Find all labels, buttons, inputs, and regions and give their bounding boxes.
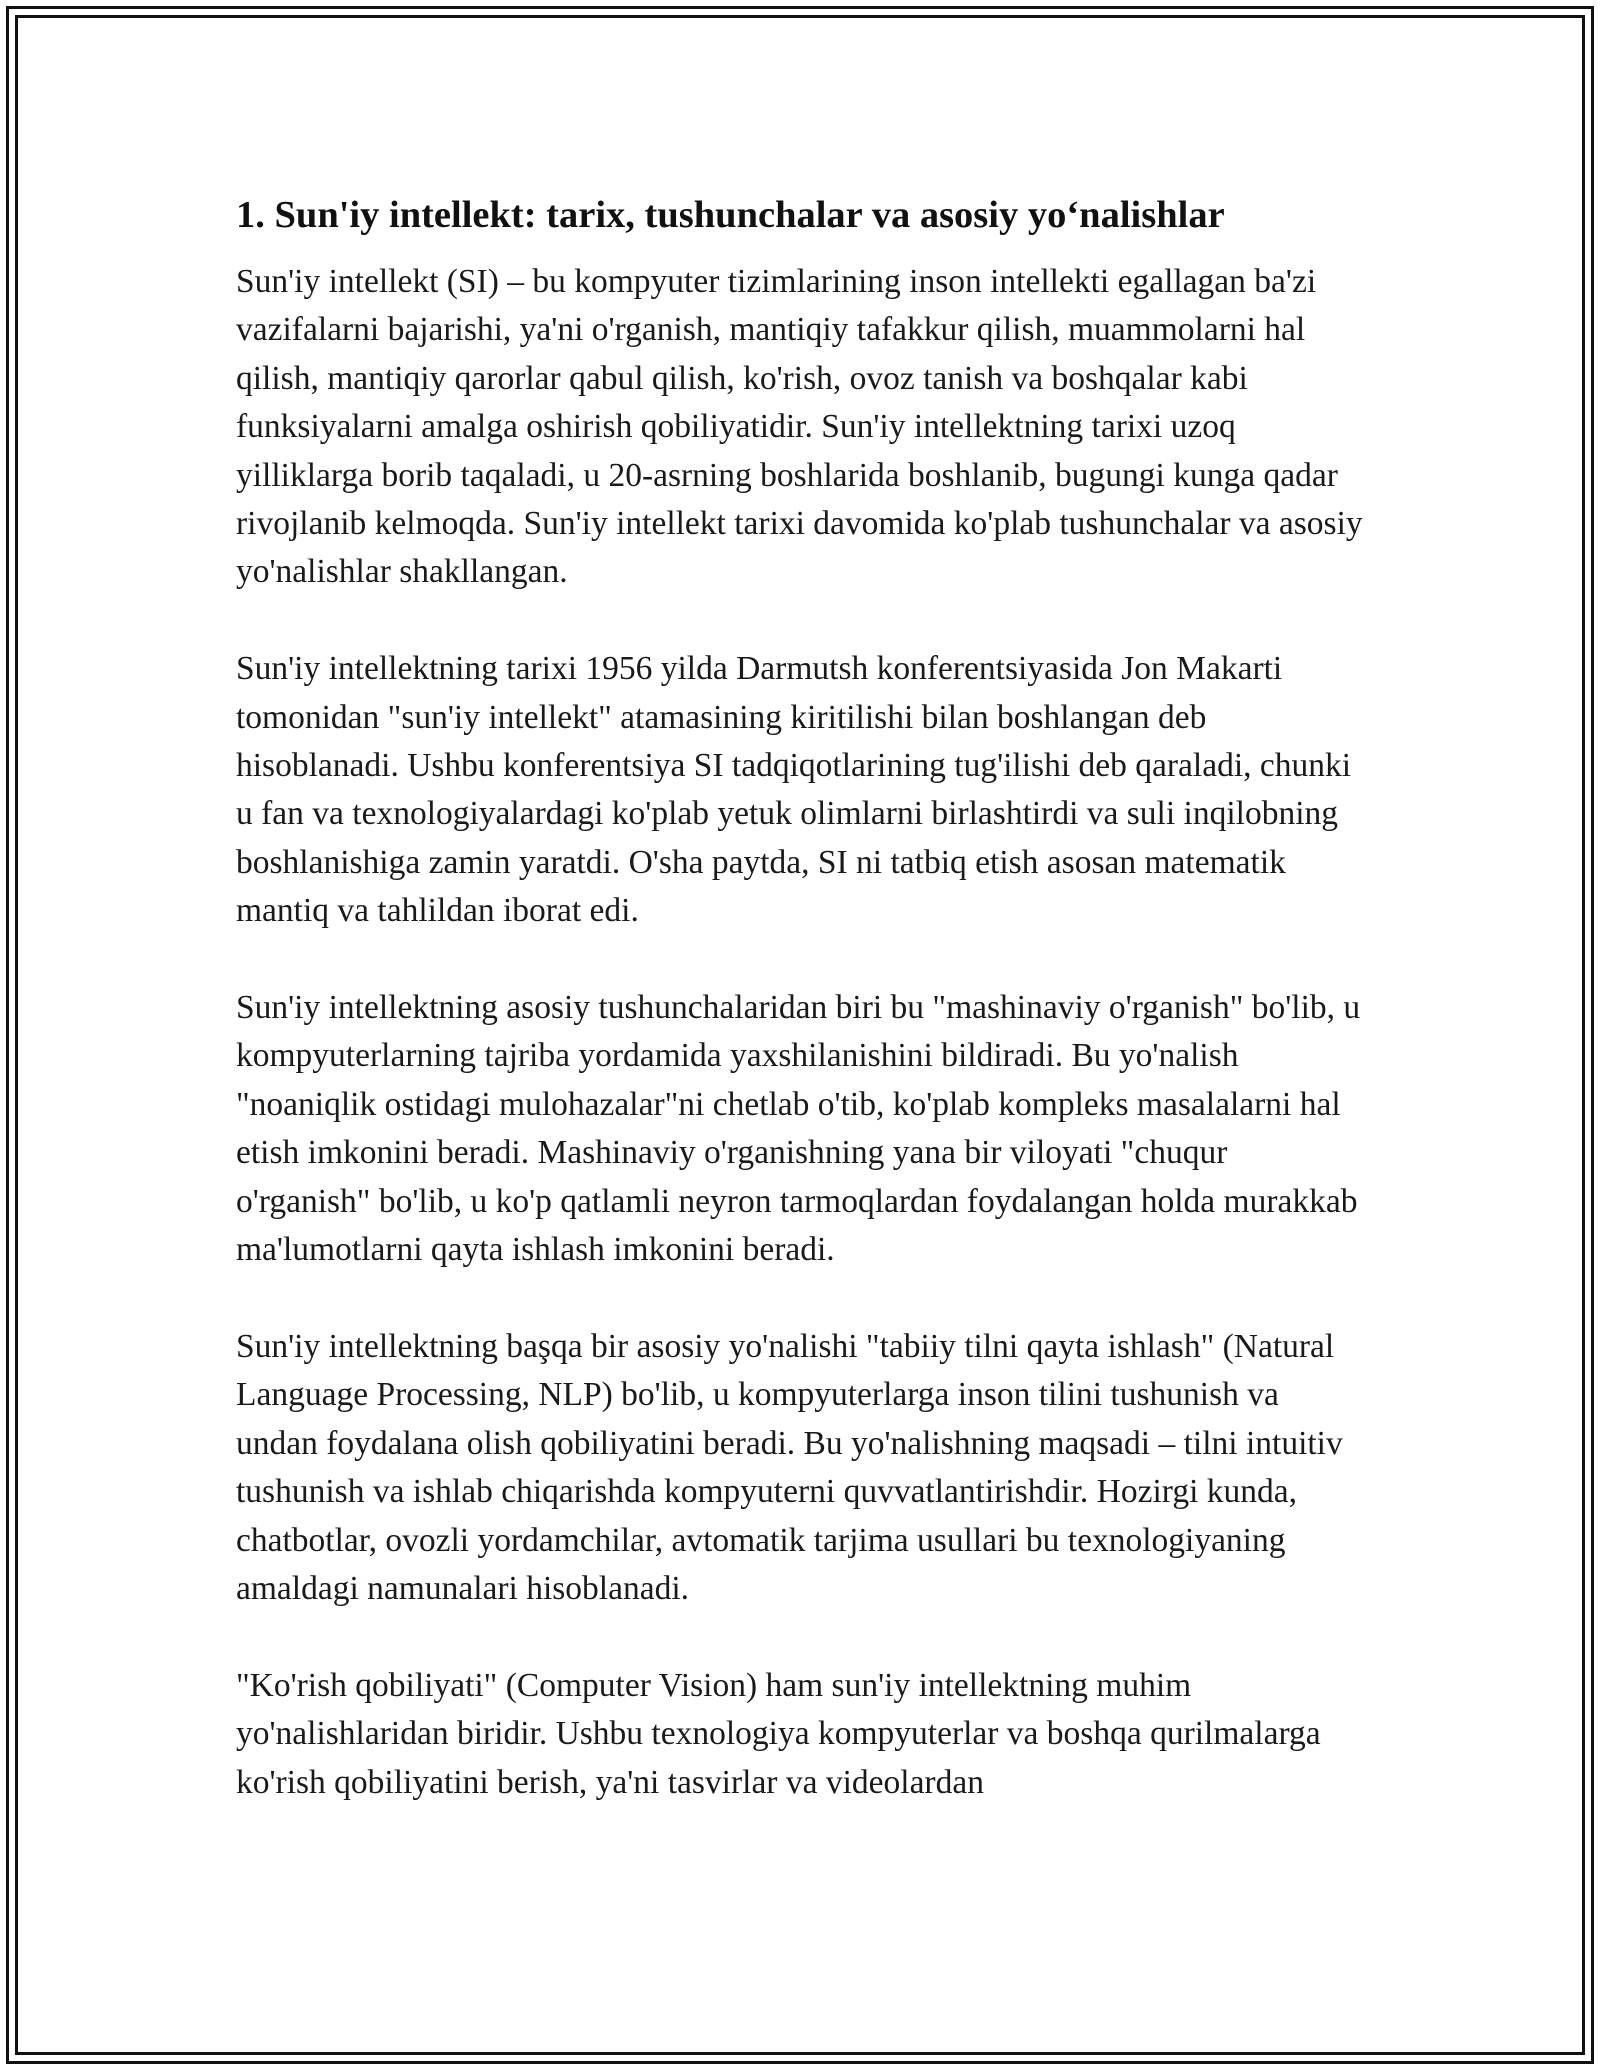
paragraph-2: Sun'iy intellektning tarixi 1956 yilda Darmutsh konferentsiyasida Jon Makarti tomonidan "sun'iy intellekt" atamasining kiritilishi bilan boshlangan deb hisoblanadi. Ushbu konferentsiya SI tadqiqotlarining tug'ilishi deb qaraladi, chunki u fan va texnologiyalardagi ko'plab yetuk olimlarni birlashtirdi va suli inqilobning boshlanishiga zamin yaratdi. O'sha paytda, SI ni tatbiq etish asosan matematik mantiq va tahlildan iborat edi.: [236, 650, 1352, 930]
paragraph-3: Sun'iy intellektning asosiy tushunchalaridan biri bu "mashinaviy o'rganish" bo'lib, u kompyuterlarning tajriba yordamida yaxshilanishini bildiradi. Bu yo'nalish "noaniqlik ostidagi mulohazalar"ni chetlab o'tib, ko'plab kompleks masalalarni hal etish imkonini beradi. Mashinaviy o'rganishning yana bir viloyati "chuqur o'rganish" bo'lib, u ko'p qatlamli neyron tarmoqlardan foydalangan holda murakkab ma'lumotlarni qayta ishlash imkonini beradi.: [236, 989, 1361, 1269]
document-body: [236, 190, 1366, 1807]
paragraph-4: Sun'iy intellektning başqa bir asosiy yo'nalishi "tabiiy tilni qayta ishlash" (Natural Language Processing, NLP) bo'lib, u kompyuterlarga inson tilini tushunish va undan foydalana olish qobiliyatini beradi. Bu yo'nalishning maqsadi – tilni intuitiv tushunish va ishlab chiqarishda kompyuterni quvvatlantirishdir. Hozirgi kunda, chatbotlar, ovozli yordamchilar, avtomatik tarjima usullari bu texnologiyaning amaldagi namunalari hisoblanadi.: [236, 1327, 1343, 1607]
paragraph-5: "Ko'rish qobiliyati" (Computer Vision) ham sun'iy intellektning muhim yo'nalishlaridan biridir. Ushbu texnologiya kompyuterlar va boshqa qurilmalarga ko'rish qobiliyatini berish, ya'ni tasvirlar va videolardan: [236, 1666, 1321, 1801]
section-heading: 1. Sun'iy intellekt: tarix, tushunchalar va asosiy yo‘nalishlar: [236, 194, 1225, 236]
paragraph-1: Sun'iy intellekt (SI) – bu kompyuter tizimlarining inson intellekti egallagan ba'zi vazifalarni bajarishi, ya'ni o'rganish, mantiqiy tafakkur qilish, muammolarni hal qilish, mantiqiy qarorlar qabul qilish, ko'rish, ovoz tanish va boshqalar kabi funksiyalarni amalga oshirish qobiliyatidir. Sun'iy intellektning tarixi uzoq yilliklarga borib taqaladi, u 20-asrning boshlarida boshlanib, bugungi kunga qadar rivojlanib kelmoqda. Sun'iy intellekt tarixi davomida ko'plab tushunchalar va asosiy yo'nalishlar shakllangan.: [236, 263, 1363, 591]
